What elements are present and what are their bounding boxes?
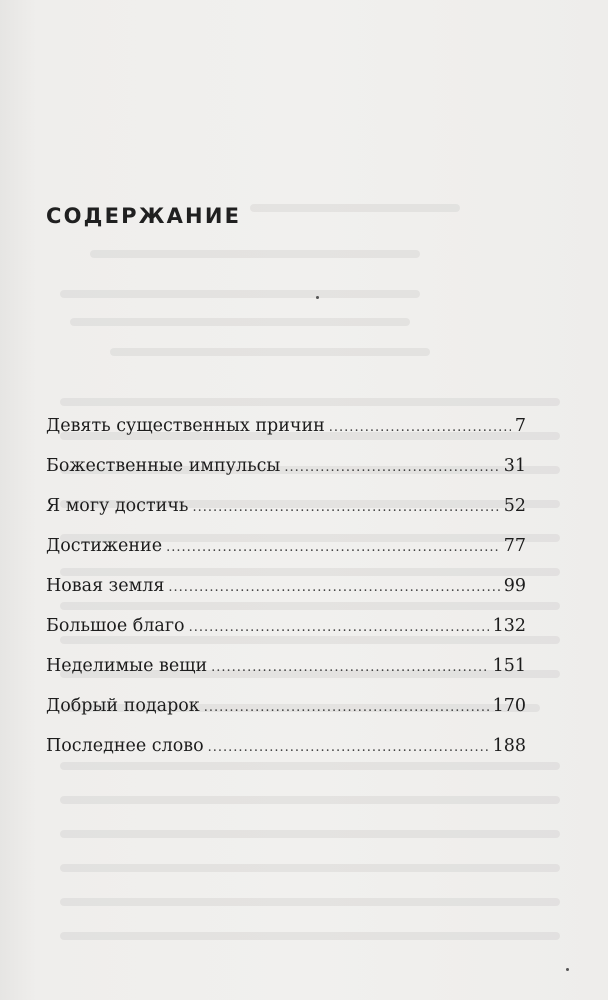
toc-entry[interactable]	[46, 646, 526, 686]
toc-entry[interactable]	[46, 526, 526, 566]
toc-entry-page: 170	[492, 696, 526, 716]
toc-entry-title: Достижение	[46, 536, 163, 556]
paper-speck	[316, 296, 319, 299]
toc-entry-title: Новая земля	[46, 576, 165, 596]
toc-entry-page: 151	[492, 656, 526, 676]
toc-entry-title: Девять существенных причин	[46, 416, 325, 436]
toc-entry-page: 77	[503, 536, 526, 556]
toc-entry-page: 99	[503, 576, 526, 596]
toc-dot-leader	[329, 408, 511, 448]
toc-dot-leader	[189, 608, 489, 648]
toc-entry[interactable]	[46, 606, 526, 646]
toc-entry-title: Добрый подарок	[46, 696, 200, 716]
toc-entry-page: 188	[492, 736, 526, 756]
toc-entry-page: 132	[492, 616, 526, 636]
toc-entry-title: Я могу достичь	[46, 496, 189, 516]
toc-dot-leader	[204, 688, 489, 728]
toc-entry[interactable]	[46, 446, 526, 486]
toc-entry-title: Неделимые вещи	[46, 656, 208, 676]
toc-entry-page: 7	[514, 416, 526, 436]
toc-dot-leader	[192, 488, 499, 528]
toc-entry-page: 31	[503, 456, 526, 476]
toc-dot-leader	[168, 568, 499, 608]
contents-heading: СОДЕРЖАНИЕ	[46, 204, 242, 229]
toc-entry[interactable]	[46, 486, 526, 526]
table-of-contents	[46, 406, 526, 766]
toc-entry-title: Последнее слово	[46, 736, 204, 756]
toc-dot-leader	[166, 528, 500, 568]
toc-entry[interactable]	[46, 726, 526, 766]
toc-dot-leader	[211, 648, 488, 688]
toc-entry-title: Божественные импульсы	[46, 456, 281, 476]
toc-entry[interactable]	[46, 566, 526, 606]
toc-entry[interactable]	[46, 686, 526, 726]
toc-dot-leader	[284, 448, 499, 488]
toc-entry-title: Большое благо	[46, 616, 185, 636]
toc-entry-page: 52	[503, 496, 526, 516]
paper-speck	[566, 968, 569, 971]
toc-entry[interactable]	[46, 406, 526, 446]
toc-dot-leader	[208, 728, 489, 768]
